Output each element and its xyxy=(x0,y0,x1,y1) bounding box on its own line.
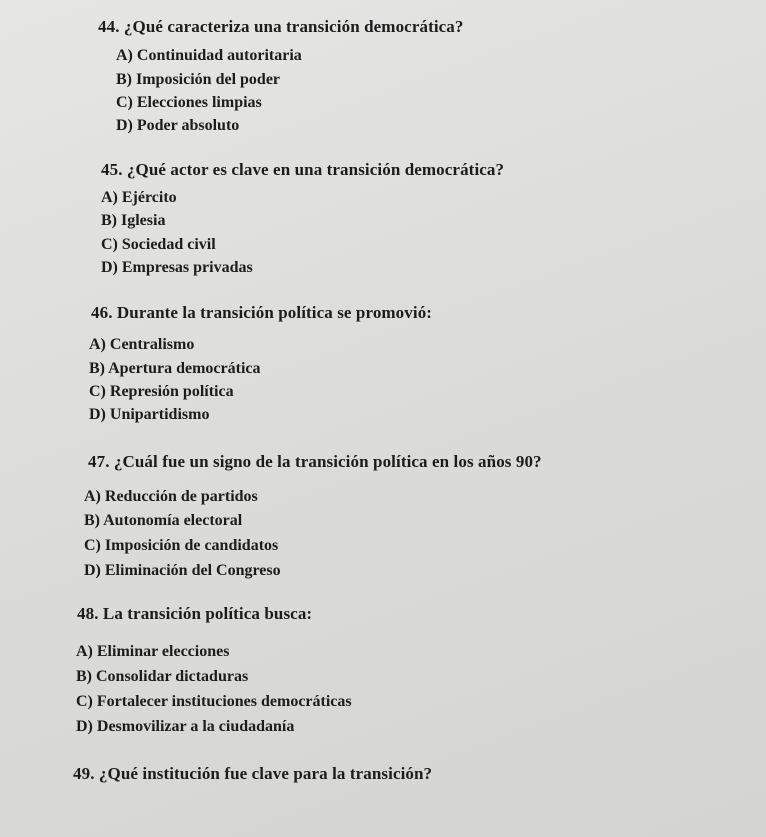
q45-option-d: D) Empresas privadas xyxy=(101,259,253,276)
q45-option-c: C) Sociedad civil xyxy=(101,236,216,253)
question-49: 49. ¿Qué institución fue clave para la transición? xyxy=(73,764,433,783)
q48-option-a: A) Eliminar elecciones xyxy=(76,643,230,660)
q46-option-a: A) Centralismo xyxy=(89,336,195,353)
q48-option-c: C) Fortalecer instituciones democráticas xyxy=(76,693,352,710)
q48-option-b: B) Consolidar dictaduras xyxy=(76,668,249,685)
q44-option-d: D) Poder absoluto xyxy=(116,117,240,134)
q44-option-c: C) Elecciones limpias xyxy=(116,94,262,111)
q47-option-b: B) Autonomía electoral xyxy=(84,512,243,529)
q46-option-b: B) Apertura democrática xyxy=(89,360,261,377)
question-48: 48. La transición política busca: xyxy=(77,604,313,623)
q46-option-c: C) Represión política xyxy=(89,383,234,400)
q45-option-b: B) Iglesia xyxy=(101,212,166,229)
q44-option-b: B) Imposición del poder xyxy=(116,71,281,88)
q45-option-a: A) Ejército xyxy=(101,189,177,206)
question-47: 47. ¿Cuál fue un signo de la transición política en los años 90? xyxy=(88,452,542,471)
question-45: 45. ¿Qué actor es clave en una transición democrática? xyxy=(101,160,505,179)
q47-option-a: A) Reducción de partidos xyxy=(84,488,258,505)
q44-option-a: A) Continuidad autoritaria xyxy=(116,47,302,64)
question-46: 46. Durante la transición política se promovió: xyxy=(91,303,433,322)
q46-option-d: D) Unipartidismo xyxy=(89,406,210,423)
q47-option-d: D) Eliminación del Congreso xyxy=(84,562,281,579)
q47-option-c: C) Imposición de candidatos xyxy=(84,537,279,554)
q48-option-d: D) Desmovilizar a la ciudadanía xyxy=(76,718,295,735)
question-44: 44. ¿Qué caracteriza una transición democrática? xyxy=(98,17,464,36)
bleed-through-mark xyxy=(600,8,603,19)
